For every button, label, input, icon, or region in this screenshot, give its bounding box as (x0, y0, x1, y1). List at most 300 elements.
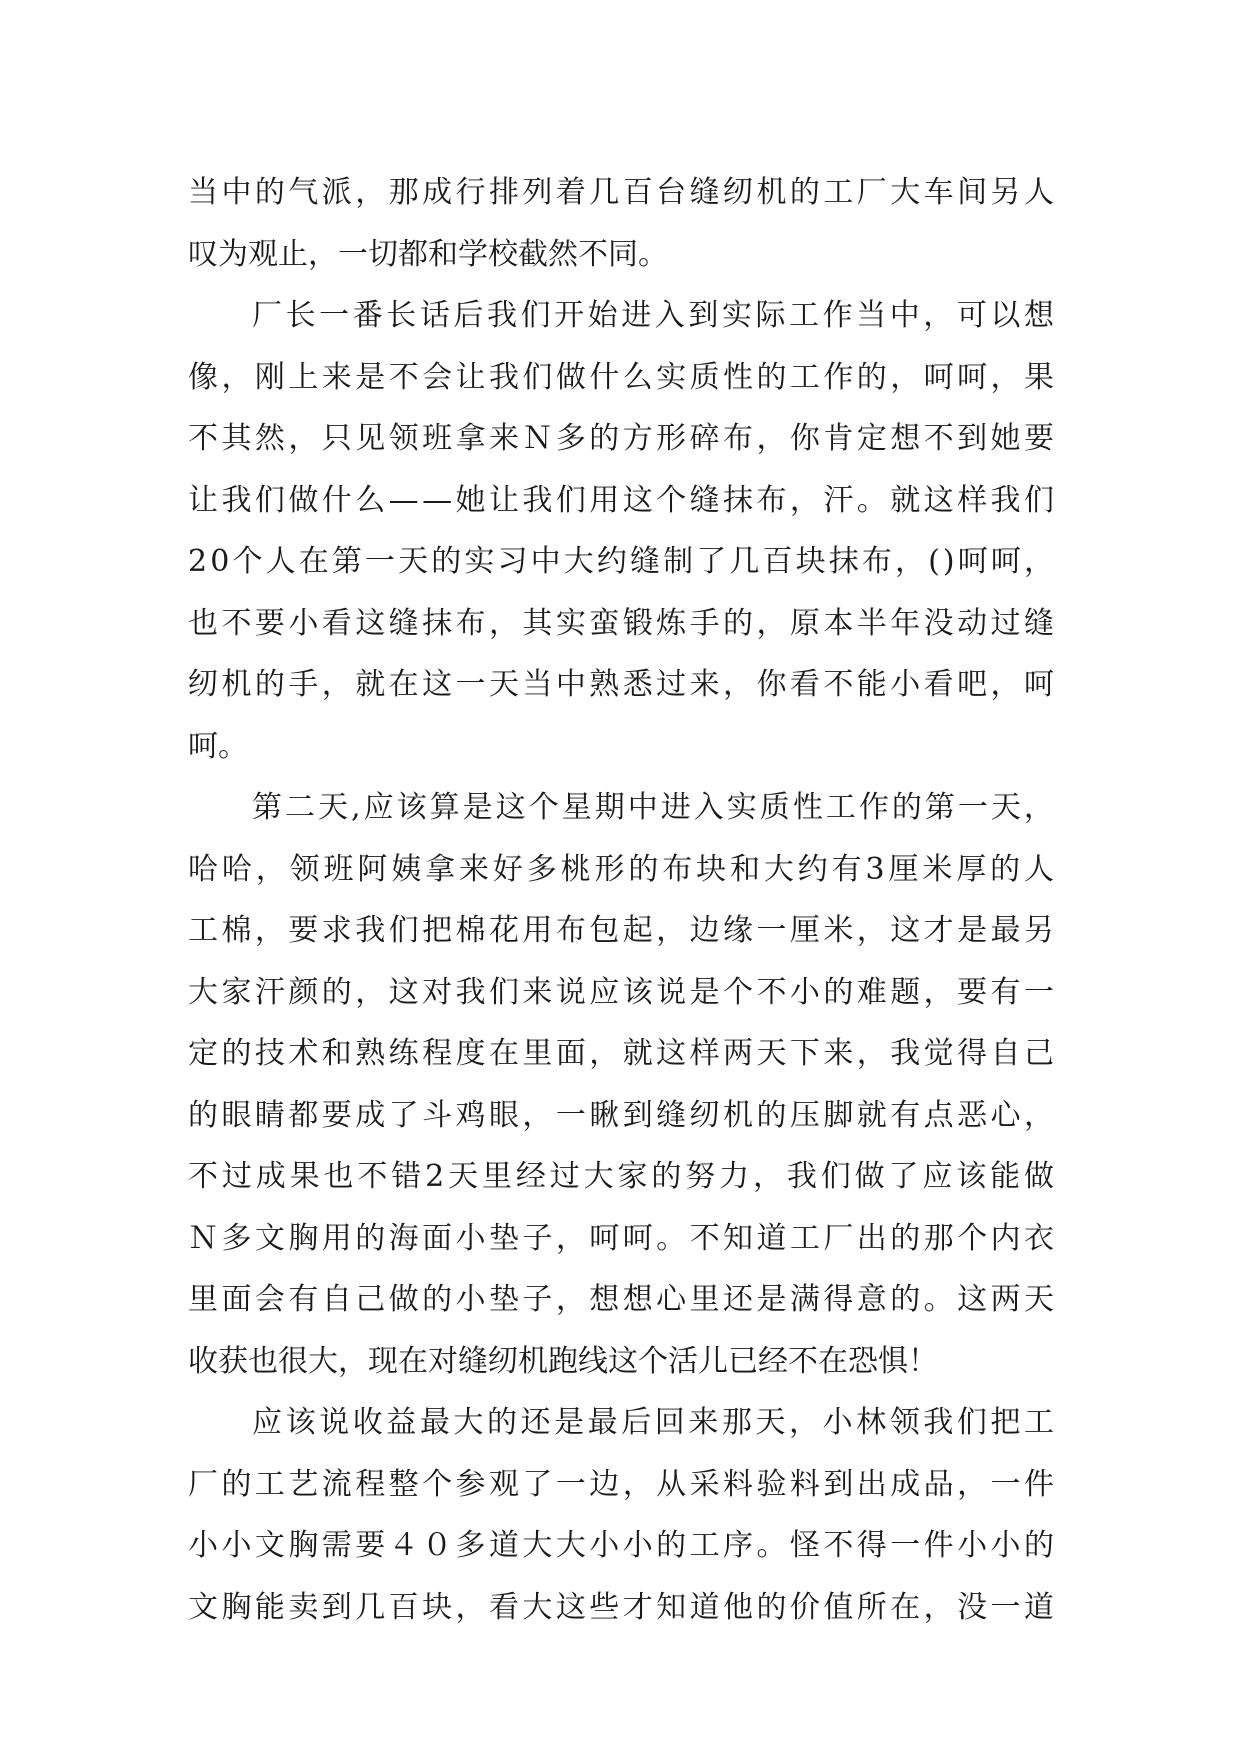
text-char: 我 (990, 482, 1021, 518)
text-char: 看 (321, 605, 352, 641)
text-char: 的 (422, 1282, 453, 1317)
text-char: ， (622, 1466, 653, 1502)
text-char: 碎 (689, 421, 720, 456)
text-char: 们 (254, 482, 285, 518)
text-char: 几 (355, 1589, 386, 1625)
text-char: 手 (689, 605, 720, 641)
text-char: 小 (789, 974, 820, 1010)
text-char: 道 (488, 1528, 519, 1563)
text-char: 个 (656, 482, 687, 518)
text-char: 大 (890, 175, 921, 210)
text-char: 我 (923, 1405, 954, 1440)
text-char: 眼 (488, 1097, 519, 1133)
text-char: ， (890, 359, 921, 395)
text-char: 缝 (689, 175, 720, 210)
text-char: 第 (252, 790, 282, 825)
text-char: 的 (651, 1159, 682, 1194)
text-char: 天 (318, 790, 349, 825)
text-char: 点 (923, 1097, 954, 1133)
text-char: 几 (589, 175, 620, 210)
text-char: 来 (459, 851, 489, 887)
text-char: 题 (890, 974, 921, 1010)
text-char: 几 (729, 544, 760, 579)
text-char: 小 (455, 1220, 486, 1256)
text-char: 汗 (254, 974, 285, 1010)
text-char: 的 (823, 974, 854, 1010)
text-char: 鸡 (455, 1097, 486, 1133)
text-char: 到 (688, 298, 719, 333)
text-char: 不 (823, 667, 854, 702)
text-char: 睛 (254, 1097, 285, 1133)
text-char: 机 (221, 667, 252, 702)
text-char: 缝 (689, 482, 720, 518)
text-line (188, 777, 1054, 839)
text-char: 这 (355, 605, 386, 641)
text-char: 一 (957, 790, 988, 825)
text-line (188, 654, 1054, 716)
text-char: 有 (890, 1097, 921, 1133)
text-line (188, 1515, 1054, 1577)
text-char: 程 (422, 1036, 453, 1071)
text-char: 天 (990, 790, 1021, 825)
text-char: 件 (923, 1528, 954, 1563)
text-char: 恶 (957, 1097, 988, 1133)
text-char: 大 (188, 974, 218, 1010)
text-char: 质 (759, 790, 790, 825)
text-char: 作 (858, 790, 889, 825)
text-char: 那 (721, 1405, 752, 1440)
text-char: 汗 (823, 482, 854, 518)
text-char: 缝 (1023, 605, 1054, 641)
text-char: 面 (221, 1282, 252, 1317)
text-char: 了 (388, 1097, 419, 1133)
text-char: 观 (488, 1466, 519, 1502)
text-char: 厂 (188, 1466, 218, 1502)
text-char: 以 (990, 298, 1021, 333)
text-char: 。 (656, 1220, 687, 1256)
text-char: ， (221, 359, 252, 395)
text-char: 就 (856, 1097, 887, 1133)
text-char: 经 (515, 1159, 546, 1194)
text-char: 力 (719, 1159, 750, 1194)
text-char: 的 (756, 1097, 787, 1133)
text-char: 入 (693, 790, 724, 825)
text-char: 面 (555, 1036, 586, 1071)
text-char: 林 (856, 1405, 887, 1440)
text-char: 你 (789, 421, 820, 456)
text-char: 不 (689, 1220, 720, 1256)
text-char: 的 (789, 175, 820, 210)
text-char: 我 (355, 913, 386, 948)
text-char: 质 (689, 359, 720, 395)
text-char: 当 (522, 667, 553, 702)
text-char: 不 (823, 1528, 854, 1563)
text-char: 个 (957, 1220, 988, 1256)
text-char: 肯 (823, 421, 854, 456)
text-char: 中 (889, 298, 920, 333)
text-char: 机 (756, 175, 787, 210)
text-char: 一 (319, 298, 350, 333)
text-char: 知 (723, 1220, 753, 1256)
text-char: 卖 (288, 1589, 319, 1625)
text-char: 这 (555, 1589, 586, 1625)
text-char: 海 (388, 1220, 419, 1256)
text-char: 把 (422, 913, 453, 948)
text-char: ， (555, 1282, 586, 1317)
text-char: 来 (823, 1036, 854, 1071)
text-char: 说 (555, 974, 586, 1010)
text-char: 锻 (622, 605, 653, 641)
text-char: 对 (422, 974, 453, 1010)
text-char: 缝 (656, 1097, 687, 1133)
text-char: 想 (589, 1282, 620, 1317)
text-char: 她 (455, 482, 486, 518)
text-char: 用 (589, 482, 620, 518)
text-char: 做 (555, 359, 586, 395)
text-char: 努 (685, 1159, 716, 1194)
text-line (188, 1577, 1054, 1639)
text-char: 看 (789, 667, 820, 702)
text-char: 己 (355, 1282, 386, 1317)
text-char: 吧 (957, 667, 988, 702)
text-char: 里 (188, 1282, 218, 1317)
text-char: 话 (419, 298, 450, 333)
text-char: 这 (890, 913, 921, 948)
text-char: 哈 (188, 851, 218, 887)
text-char: 缝 (629, 544, 660, 579)
text-char: 的 (431, 544, 462, 579)
text-char: 工 (254, 1466, 285, 1502)
text-char: 文 (254, 1528, 285, 1563)
text-char: 们 (488, 974, 519, 1010)
text-char: 阿 (357, 851, 388, 887)
text-char: ， (856, 913, 887, 948)
text-char: 习 (497, 544, 528, 579)
text-line (188, 1269, 1054, 1331)
text-char: 他 (723, 1589, 753, 1625)
text-char: 后 (453, 298, 484, 333)
text-char: 天 (448, 1159, 479, 1194)
text-char: 其 (221, 421, 252, 456)
text-char: 天 (755, 1405, 786, 1440)
text-char: 间 (957, 175, 988, 210)
text-char: 内 (990, 1220, 1021, 1256)
text-char: 中 (555, 667, 586, 702)
text-char: 应 (252, 1405, 282, 1440)
text-char: 作 (823, 359, 854, 395)
text-char: 始 (587, 298, 618, 333)
text-char: 不 (388, 359, 419, 395)
text-char: 约 (596, 544, 627, 579)
text-char: 米 (922, 851, 953, 887)
text-line (188, 900, 1054, 962)
text-char: 把 (990, 1405, 1021, 1440)
text-line (188, 1085, 1054, 1147)
text-char: 有 (831, 851, 862, 887)
text-char: 2 (188, 544, 208, 579)
text-char: 了 (696, 544, 727, 579)
text-char: 说 (319, 1405, 350, 1440)
text-char: ， (522, 1097, 553, 1133)
text-char: 好 (492, 851, 523, 887)
text-char: 工 (1023, 1405, 1054, 1440)
text-char: 觉 (923, 1036, 954, 1071)
text-char: 厘 (888, 851, 919, 887)
text-char: 的 (656, 1528, 687, 1563)
text-char: 过 (656, 667, 687, 702)
text-char: 过 (990, 605, 1021, 641)
text-char: 该 (956, 1159, 987, 1194)
text-char: 厂 (856, 175, 887, 210)
text-char: 。 (923, 1282, 954, 1317)
text-char: 样 (689, 1036, 720, 1071)
text-char: 班 (422, 421, 453, 456)
text-char: 我 (786, 1159, 817, 1194)
text-char: 的 (188, 1097, 218, 1133)
text-char: ４ (388, 1528, 419, 1563)
text-char: 里 (522, 1036, 553, 1071)
text-char: 我 (488, 359, 519, 395)
text-char: ， (589, 1036, 620, 1071)
text-char: 成 (355, 1097, 386, 1133)
text-char: 自 (990, 1036, 1021, 1071)
text-char: 到 (622, 1097, 653, 1133)
text-char: 实 (656, 359, 687, 395)
text-char: 要 (288, 913, 319, 948)
text-char: 一 (756, 913, 787, 948)
text-char: 是 (957, 913, 988, 948)
text-char: 其 (522, 605, 553, 641)
text-char: 颜 (288, 974, 319, 1010)
text-char: 我 (221, 482, 252, 518)
text-char: 没 (923, 605, 954, 641)
text-char: 心 (990, 1097, 1021, 1133)
text-char: 小 (288, 605, 319, 641)
text-char: 不 (756, 974, 787, 1010)
text-char: 面 (422, 1220, 453, 1256)
text-char: 二 (285, 790, 316, 825)
text-char: 定 (856, 421, 887, 456)
text-char: 当 (188, 175, 218, 210)
text-char: 应 (922, 1159, 953, 1194)
text-char: 多 (526, 851, 557, 887)
text-char: 天 (488, 667, 519, 702)
text-char: 家 (617, 1159, 648, 1194)
text-char: ， (1023, 1097, 1054, 1133)
text-char: ， (1023, 790, 1054, 825)
text-char: 过 (549, 1159, 580, 1194)
text-char: 块 (795, 544, 826, 579)
text-char: 到 (957, 421, 988, 456)
text-char: 我 (455, 974, 486, 1010)
text-char: 那 (388, 175, 419, 210)
text-char: 度 (455, 1036, 486, 1071)
text-char: 工 (188, 913, 218, 948)
text-char: 要 (321, 1097, 352, 1133)
text-char: 小 (990, 1528, 1021, 1563)
text-char: 最 (419, 1405, 450, 1440)
text-char: 么 (622, 359, 653, 395)
text-char: 车 (923, 175, 954, 210)
text-char: 你 (756, 667, 787, 702)
text-char: 里 (481, 1159, 512, 1194)
text-char: 程 (355, 1466, 386, 1502)
text-char: 最 (990, 913, 1021, 948)
text-char: 个 (232, 544, 263, 579)
text-char: 厂 (252, 298, 282, 333)
text-char: 这 (923, 482, 954, 518)
text-char: 呵 (622, 1220, 653, 1256)
text-char: 后 (621, 1405, 652, 1440)
text-char: 只 (321, 421, 352, 456)
text-char: 小 (221, 1528, 252, 1563)
text-char: 果 (1023, 359, 1054, 395)
text-char: 领 (289, 851, 320, 887)
text-char: ， (1024, 544, 1054, 579)
text-char: 成 (422, 175, 453, 210)
text-char: ， (789, 482, 820, 518)
text-char: 呵 (923, 359, 954, 395)
text-char: 熟 (589, 667, 620, 702)
text-char: 子 (522, 1220, 553, 1256)
text-char: 胸 (221, 1589, 252, 1625)
text-char: 棉 (455, 913, 486, 948)
text-char: 这 (422, 667, 453, 702)
text-char: 小 (188, 1528, 218, 1563)
text-char: 的 (628, 851, 659, 887)
text-char: 艺 (288, 1466, 319, 1502)
text-char: ， (923, 974, 954, 1010)
text-char: 派 (321, 175, 352, 210)
text-char: ， (789, 1405, 819, 1440)
text-char: 定 (188, 1036, 218, 1071)
text-char: 班 (323, 851, 354, 887)
text-char: 这 (957, 1282, 988, 1317)
text-char: 回 (654, 1405, 685, 1440)
text-char: ０ (422, 1528, 453, 1563)
text-char: ， (756, 421, 787, 456)
text-char: 呵 (957, 544, 988, 579)
text-char: 该 (396, 790, 427, 825)
text-char: 工 (823, 175, 854, 210)
text-char: 抹 (828, 544, 859, 579)
text-char: 价 (789, 1589, 820, 1625)
text-char: 衣 (1023, 1220, 1054, 1256)
text-char: 然 (254, 421, 285, 456)
text-char: ， (355, 175, 386, 210)
text-char: ( (928, 544, 940, 579)
text-char: 的 (254, 667, 285, 702)
text-char: 流 (321, 1466, 352, 1502)
text-char: Ｎ (188, 1220, 218, 1256)
text-char: 己 (1023, 1036, 1054, 1071)
text-char: 垫 (488, 1220, 519, 1256)
text-char: 蛮 (589, 605, 620, 641)
text-char: 厂 (823, 1220, 854, 1256)
text-char: 这 (622, 482, 653, 518)
text-char: 得 (823, 1282, 854, 1317)
text-char: ， (923, 1589, 954, 1625)
text-char: 心 (656, 1282, 687, 1317)
text-char: 际 (755, 298, 786, 333)
text-char: 斗 (422, 1097, 453, 1133)
text-char: 和 (730, 851, 760, 887)
text-char: 就 (355, 667, 386, 702)
text-char: 纫 (188, 667, 218, 702)
text-char: 大 (555, 1528, 586, 1563)
text-line (188, 408, 1054, 470)
text-char: 子 (522, 1282, 553, 1317)
text-char: 大 (522, 1528, 553, 1563)
text-char: 出 (856, 1466, 887, 1502)
text-char: 该 (285, 1405, 316, 1440)
text-char: 是 (462, 790, 493, 825)
text-char: 我 (522, 482, 553, 518)
text-char: 来 (321, 359, 352, 395)
text-char: 知 (656, 1589, 687, 1625)
text-char: 是 (355, 359, 386, 395)
text-char: 益 (386, 1405, 417, 1440)
text-char: 就 (622, 1036, 653, 1071)
text-char: 的 (321, 974, 352, 1010)
text-char: Ｎ (522, 421, 553, 456)
text-char: 会 (254, 1282, 285, 1317)
text-char: 大 (522, 1589, 553, 1625)
text-char: 性 (792, 790, 823, 825)
text-char: 实 (464, 544, 495, 579)
text-char: 边 (589, 1466, 620, 1502)
text-char: 缘 (723, 913, 753, 948)
text-char: ， (488, 605, 519, 641)
text-char: 意 (856, 1282, 887, 1317)
text-char: 大 (763, 851, 794, 887)
text-char: 料 (789, 1466, 820, 1502)
text-char: 用 (321, 1220, 352, 1256)
text-char: 多 (221, 1220, 252, 1256)
text-char: 有 (990, 974, 1021, 1010)
text-char: 文 (254, 1220, 285, 1256)
text-line: 叹为观止，一切都和学校截然不同。 (188, 236, 668, 272)
text-char: 那 (923, 1220, 954, 1256)
text-char: 天 (1023, 1282, 1054, 1317)
text-char: 到 (321, 1589, 352, 1625)
text-char: ， (288, 421, 319, 456)
text-char: 也 (323, 1159, 354, 1194)
text-char: 来 (488, 421, 519, 456)
text-char: 过 (221, 1159, 252, 1194)
text-char: 抹 (723, 482, 753, 518)
text-char: 自 (321, 1282, 352, 1317)
text-char: 小 (455, 1282, 486, 1317)
text-char: 番 (352, 298, 383, 333)
text-char: 都 (288, 1097, 319, 1133)
text-char: 果 (289, 1159, 320, 1194)
text-char: 她 (990, 421, 1021, 456)
text-char: 。 (856, 482, 887, 518)
text-char: 天 (756, 1036, 787, 1071)
text-char: 悉 (622, 667, 653, 702)
text-char: 胸 (288, 1528, 319, 1563)
text-char: 动 (957, 605, 988, 641)
text-char: 作 (822, 298, 853, 333)
text-char: 领 (388, 421, 419, 456)
text-char: 还 (723, 1282, 753, 1317)
text-char: 看 (923, 667, 954, 702)
text-char: 们 (522, 359, 553, 395)
text-char: 小 (589, 1528, 620, 1563)
text-char: 像 (188, 359, 218, 395)
text-char: 到 (823, 1466, 854, 1502)
